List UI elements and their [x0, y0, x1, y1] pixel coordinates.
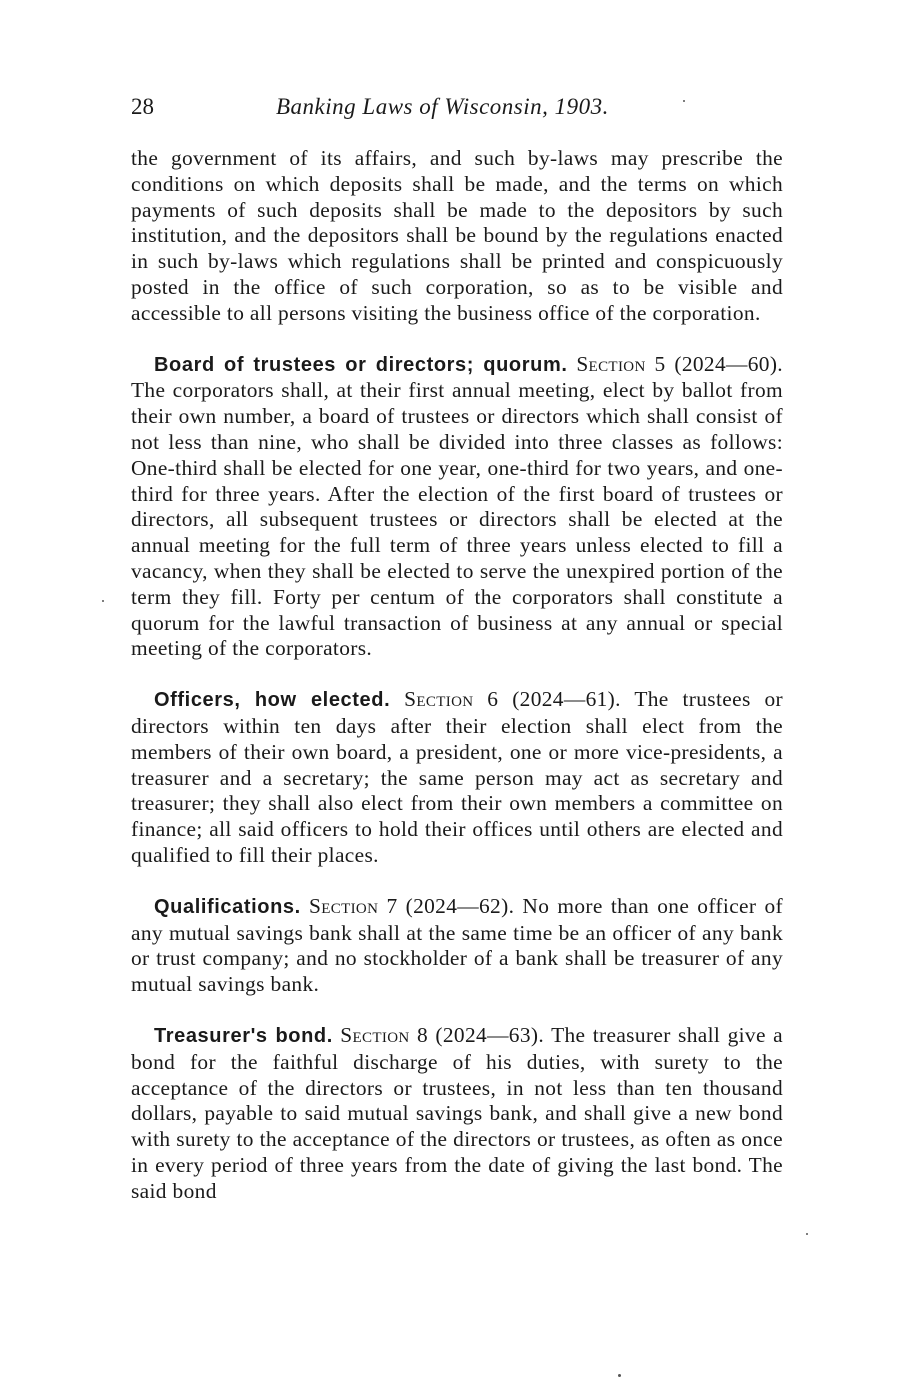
- section-label: Section: [340, 1022, 410, 1047]
- section-heading: Qualifications.: [154, 895, 301, 918]
- paper-speck: [618, 1374, 621, 1377]
- section-8-paragraph: [131, 1023, 783, 1205]
- section-reference: 7 (2024—62).: [386, 893, 515, 918]
- section-reference: 6 (2024—61).: [487, 687, 621, 712]
- section-6-paragraph: [131, 687, 783, 869]
- paper-speck: [102, 600, 104, 602]
- page-number: 28: [131, 94, 154, 119]
- section-reference: 5 (2024—60).: [654, 351, 784, 376]
- section-heading: Board of trustees or directors; quorum.: [154, 353, 568, 376]
- paper-speck: [683, 100, 685, 102]
- section-text: The treasurer shall give a bond for the faithful discharge of his duties, with surety to the acceptance of the directors or trustees, in not less than ten thousand dollars, payable to said mutual savings bank, and shall give a new bond with surety to the acceptance of the directors or trustees, as often as once in every period of three years from the date of giving the last bond. The said bond: [131, 1022, 784, 1203]
- section-text: The trustees or directors within ten days after their election shall elect from the members of their own board, a president, one or more vice-presidents, a treasurer and a secretary; the same person may act as secretary and treasurer; they shall also elect from their own members a committee on finance; all said officers to hold their offices until others are elected and qualified to fill their places.: [131, 687, 783, 867]
- page-title: Banking Laws of Wisconsin, 1903.: [276, 94, 609, 119]
- section-label: Section: [576, 351, 646, 376]
- body-text: [131, 146, 783, 1204]
- section-heading: Treasurer's bond.: [154, 1024, 333, 1047]
- section-7-paragraph: [131, 894, 783, 998]
- section-label: Section: [308, 893, 379, 918]
- section-label: Section: [404, 687, 474, 712]
- paragraph-text: the government of its affairs, and such by-laws may prescribe the conditions on which deposits shall be made, and the terms on which payments of such deposits shall be made to the depositors by such institution, and the depositors shall be bound by the regulations enacted in such by-laws which regulations shall be printed and conspicuously posted in the office of such corporation, so as to be visible and accessible to all persons visiting the business office of the corporation.: [131, 146, 783, 325]
- intro-paragraph: [131, 146, 783, 327]
- section-heading: Officers, how elected.: [154, 689, 391, 712]
- section-5-paragraph: [131, 352, 783, 663]
- section-text: The corporators shall, at their first annual meeting, elect by ballot from their own number, a board of trustees or directors which shall consist of not less than nine, who shall be divided into three classes as follows: One-third shall be elected for one year, one-third for two years, and one-third for three years. After the election of the first board of trustees or directors, all subsequent trustees or directors shall be elected at the annual meeting for the full term of three years unless elected to fill a vacancy, when they shall be elected to serve the unexpired portion of the term they fill. Forty per centum of the corporators shall constitute a quorum for the lawful transaction of business at any annual or special meeting of the corporators.: [131, 378, 783, 661]
- section-text: No more than one officer of any mutual savings bank shall at the same time be an officer of any bank or trust company; and no stockholder of a bank shall be treasurer of any mutual savings bank.: [131, 893, 784, 997]
- running-head: [131, 94, 783, 126]
- section-reference: 8 (2024—63).: [417, 1022, 545, 1047]
- paper-speck: [806, 1233, 808, 1235]
